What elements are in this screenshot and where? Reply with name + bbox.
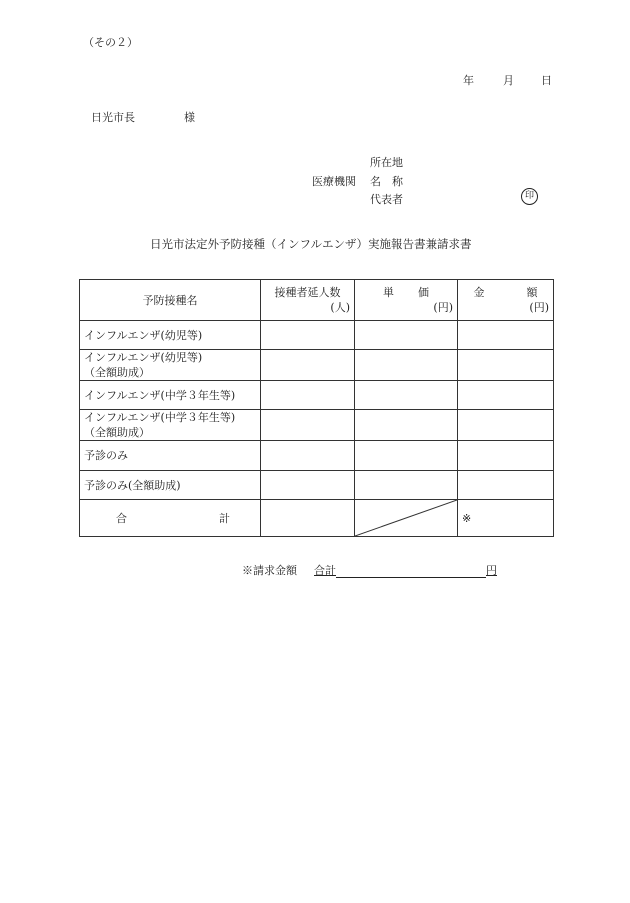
amount-input-cell[interactable]	[458, 321, 554, 350]
total-label-cell: 合 計	[80, 500, 261, 537]
date-year-label: 年	[463, 74, 474, 87]
table-row	[80, 381, 554, 410]
amount-input-cell[interactable]	[458, 441, 554, 471]
count-input-cell[interactable]	[261, 441, 355, 471]
table-row	[80, 441, 554, 471]
unit-price-input-cell[interactable]	[355, 321, 458, 350]
table-row	[80, 321, 554, 350]
count-input-cell[interactable]	[261, 471, 355, 500]
address-label: 所在地	[370, 156, 403, 169]
honorific: 様	[184, 111, 195, 124]
claim-amount-field[interactable]	[336, 563, 486, 578]
total-unit-price-slashed-cell	[355, 500, 458, 537]
amount-input-cell[interactable]	[458, 381, 554, 410]
claim-amount-label: ※請求金額	[242, 564, 297, 577]
document-title: 日光市法定外予防接種（インフルエンザ）実施報告書兼請求書	[150, 237, 472, 251]
vaccine-name-cell: インフルエンザ(幼児等) （全額助成）	[80, 350, 261, 381]
unit-price-input-cell[interactable]	[355, 381, 458, 410]
medical-institution-label: 医療機関	[312, 175, 356, 188]
representative-label: 代表者	[370, 193, 403, 206]
claim-line	[242, 562, 497, 578]
vaccine-name-cell: インフルエンザ(中学３年生等) （全額助成）	[80, 410, 261, 441]
form-number: （その２）	[83, 36, 138, 49]
count-input-cell[interactable]	[261, 381, 355, 410]
count-input-cell[interactable]	[261, 350, 355, 381]
total-row	[80, 500, 554, 537]
unit-price-input-cell[interactable]	[355, 410, 458, 441]
date-day-label: 日	[541, 74, 552, 87]
header-count: 接種者延人数 (人)	[261, 280, 355, 321]
vaccine-name-cell: 予診のみ	[80, 441, 261, 471]
amount-input-cell[interactable]	[458, 471, 554, 500]
seal-mark: 印	[521, 188, 538, 205]
total-count-cell[interactable]	[261, 500, 355, 537]
date-line	[463, 72, 552, 88]
table-row	[80, 350, 554, 381]
header-vaccine-name: 予防接種名	[80, 280, 261, 321]
vaccine-name-cell: インフルエンザ(中学３年生等)	[80, 381, 261, 410]
header-unit-price: 単 価 (円)	[355, 280, 458, 321]
addressee: 日光市長	[91, 111, 135, 124]
count-input-cell[interactable]	[261, 410, 355, 441]
report-table	[79, 279, 554, 537]
date-month-label: 月	[503, 74, 514, 87]
diagonal-slash	[355, 500, 457, 536]
header-amount: 金 額 (円)	[458, 280, 554, 321]
name-label: 名 称	[370, 175, 403, 188]
amount-input-cell[interactable]	[458, 350, 554, 381]
claim-total-label: 合計	[314, 564, 336, 577]
table-row	[80, 410, 554, 441]
unit-price-input-cell[interactable]	[355, 350, 458, 381]
count-input-cell[interactable]	[261, 321, 355, 350]
total-note-mark: ※	[462, 511, 472, 525]
amount-input-cell[interactable]	[458, 410, 554, 441]
vaccine-name-cell: 予診のみ(全額助成)	[80, 471, 261, 500]
claim-currency: 円	[486, 564, 497, 577]
table-row	[80, 471, 554, 500]
table-header-row	[80, 280, 554, 321]
unit-price-input-cell[interactable]	[355, 441, 458, 471]
unit-price-input-cell[interactable]	[355, 471, 458, 500]
total-amount-cell[interactable]	[458, 500, 554, 537]
vaccine-name-cell: インフルエンザ(幼児等)	[80, 321, 261, 350]
